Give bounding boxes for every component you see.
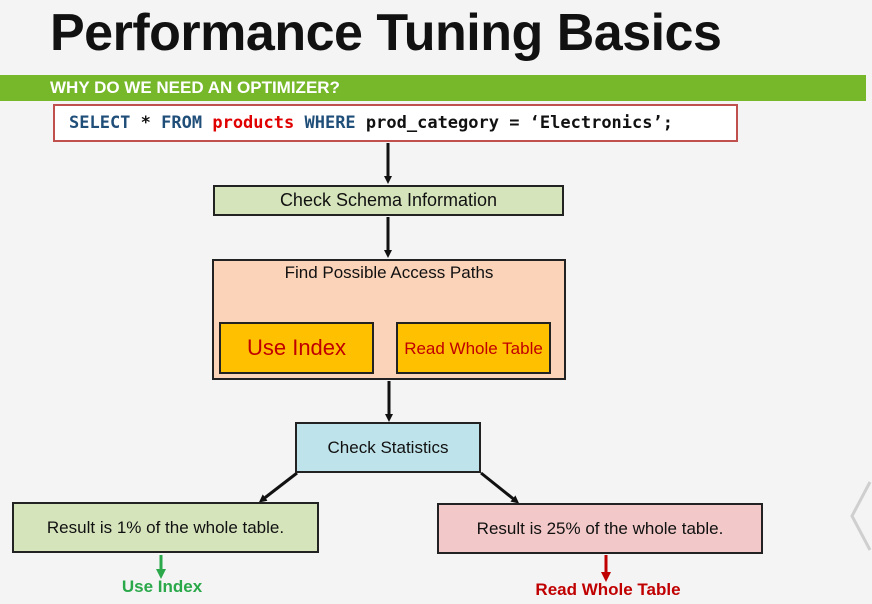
sql-where-keyword: WHERE xyxy=(304,113,356,133)
arrow-stats-to-result-small xyxy=(262,473,297,500)
sql-select-keyword: SELECT xyxy=(69,113,131,133)
use-index-option: Use Index xyxy=(219,322,374,374)
sql-table-name: products xyxy=(212,113,295,133)
outcome-use-index: Use Index xyxy=(121,577,203,596)
slide-title: Performance Tuning Basics xyxy=(50,4,722,62)
result-large-box: Result is 25% of the whole table. xyxy=(437,503,763,554)
section-banner: WHY DO WE NEED AN OPTIMIZER? xyxy=(0,75,866,101)
arrow-stats-to-result-large xyxy=(481,473,516,501)
next-slide-chevron-icon xyxy=(852,482,870,550)
sql-star: * xyxy=(130,113,162,133)
outcome-read-whole-table: Read Whole Table xyxy=(535,580,681,599)
check-schema-box: Check Schema Information xyxy=(213,185,564,216)
sql-from-keyword: FROM xyxy=(161,113,203,133)
access-paths-label: Find Possible Access Paths xyxy=(284,263,494,282)
sql-condition: prod_category = ‘Electronics’; xyxy=(365,113,673,133)
check-statistics-box: Check Statistics xyxy=(295,422,481,473)
read-whole-table-option: Read Whole Table xyxy=(396,322,551,374)
result-small-box: Result is 1% of the whole table. xyxy=(12,502,319,553)
